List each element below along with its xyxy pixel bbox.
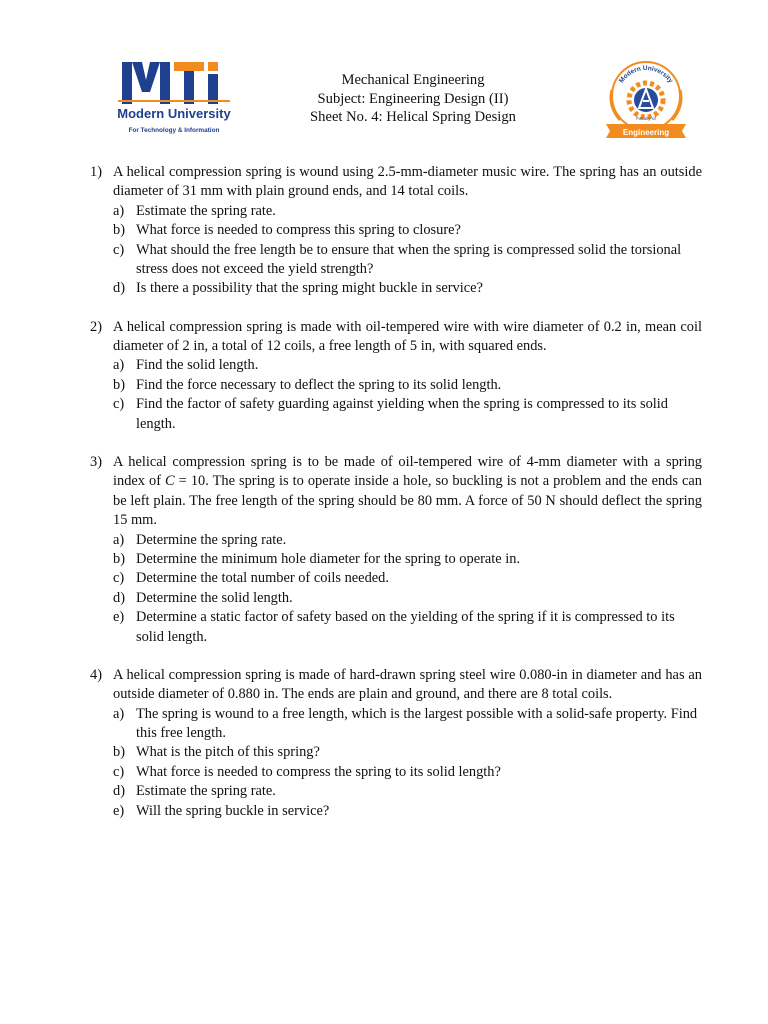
logo-name: Modern University [117, 106, 231, 121]
sub-letter: d) [113, 589, 125, 606]
sub-text: Determine the total number of coils needed. [136, 570, 389, 587]
sub-letter: b) [113, 550, 125, 567]
sub-letter: a) [113, 357, 125, 374]
sub-question [113, 202, 702, 221]
question-number: 2) [90, 318, 102, 335]
question-list [90, 163, 702, 840]
sub-text: Determine the solid length. [136, 589, 293, 606]
sub-question [113, 550, 702, 569]
sub-question [113, 395, 702, 434]
sub-question [113, 802, 702, 821]
sub-question [113, 356, 702, 375]
sub-letter: a) [113, 531, 125, 548]
logo-arc-text: Modern University [618, 64, 674, 85]
sub-letter: b) [113, 376, 125, 393]
question-text: A helical compression spring is made of hard-drawn spring steel wire 0.080-in in diameter and has an outside diameter of 0.880 in. The ends are plain and ground, and there are 8 total coils. [113, 666, 702, 703]
sub-text: Find the force necessary to deflect the spring to its solid length. [136, 376, 502, 393]
question-number: 1) [90, 164, 102, 180]
question-text [113, 453, 702, 531]
sub-text: What is the pitch of this spring? [136, 744, 320, 761]
sub-letter: d) [113, 280, 125, 297]
sub-letter: a) [113, 202, 125, 219]
logo-tagline: For Technology & Information [128, 127, 220, 134]
sub-question [113, 763, 702, 782]
question-3 [90, 453, 702, 647]
question-text: A helical compression spring is made with oil-tempered wire with wire diameter of 0.2 in, mean coil diameter of 2 in, a total of 12 coils, a free length of 5 in, with squared ends. [113, 318, 702, 355]
faculty-of-engineering-logo [600, 54, 692, 142]
sub-text: Estimate the spring rate. [136, 202, 276, 219]
sub-letter: c) [113, 241, 125, 258]
sub-text: What force is needed to compress the spring to its solid length? [136, 763, 501, 780]
sub-text: Is there a possibility that the spring might buckle in service? [136, 280, 483, 297]
sheet-title: Sheet No. 4: Helical Spring Design [310, 109, 516, 125]
sub-letter: e) [113, 609, 125, 626]
sub-text: Determine a static factor of safety based on the yielding of the spring if it is compressed to its solid length. [136, 609, 675, 645]
sub-text: Find the factor of safety guarding against yielding when the spring is compressed to its solid length. [136, 396, 668, 432]
sub-text: What should the free length be to ensure that when the spring is compressed solid the torsional stress does not exceed the yield strength? [136, 241, 682, 278]
sub-question [113, 589, 702, 608]
sub-text: The spring is wound to a free length, which is the largest possible with a solid-safe property. Find this free length. [136, 705, 698, 741]
sub-letter: b) [113, 744, 125, 761]
sub-text: Will the spring buckle in service? [136, 802, 330, 819]
sub-question [113, 531, 702, 550]
question-text-part: A helical compression spring is to be made of oil-tempered wire of 4-mm diameter with a spring index of [113, 453, 702, 490]
header-titles [250, 71, 576, 127]
sub-letter: c) [113, 763, 125, 780]
sub-question [113, 705, 702, 744]
sub-question [113, 608, 702, 647]
sub-text: Estimate the spring rate. [136, 783, 276, 800]
sub-question [113, 782, 702, 801]
sub-text: What force is needed to compress this spring to closure? [136, 222, 461, 239]
sub-letter: d) [113, 783, 125, 800]
sub-letter: a) [113, 705, 125, 722]
logo-inner-text: Faculty of [636, 116, 656, 121]
logo-ribbon-text: Engineering [622, 128, 670, 137]
sub-question [113, 376, 702, 395]
mti-university-logo [116, 58, 232, 138]
sub-letter: c) [113, 570, 125, 587]
question-2 [90, 318, 702, 434]
subject-title: Subject: Engineering Design (II) [317, 90, 509, 107]
question-number: 3) [90, 453, 102, 470]
question-4 [90, 666, 702, 821]
sub-text: Determine the spring rate. [136, 531, 287, 548]
sub-letter: b) [113, 222, 125, 239]
question-text-part: = 10. The spring is to operate inside a hole, so buckling is not a problem and the ends can be left plain. The free length of the spring should be 80 mm. A force of 50 N should deflect the spring 15 mm. [113, 473, 702, 529]
sub-letter: e) [113, 802, 125, 819]
sub-text: Determine the minimum hole diameter for the spring to operate in. [136, 550, 521, 567]
sub-question [113, 743, 702, 762]
sub-text: Find the solid length. [136, 357, 259, 374]
sub-question [113, 221, 702, 240]
sub-question [113, 569, 702, 588]
spring-index-variable: C [165, 473, 175, 490]
department-title: Mechanical Engineering [341, 72, 485, 88]
sub-letter: c) [113, 396, 125, 413]
question-1 [90, 163, 702, 299]
sub-question [113, 241, 702, 280]
question-text: A helical compression spring is wound using 2.5-mm-diameter music wire. The spring has an outside diameter of 31 mm with plain ground ends, and 14 total coils. [113, 164, 702, 200]
question-number: 4) [90, 666, 102, 683]
page-header [0, 0, 768, 150]
sub-question [113, 279, 702, 298]
